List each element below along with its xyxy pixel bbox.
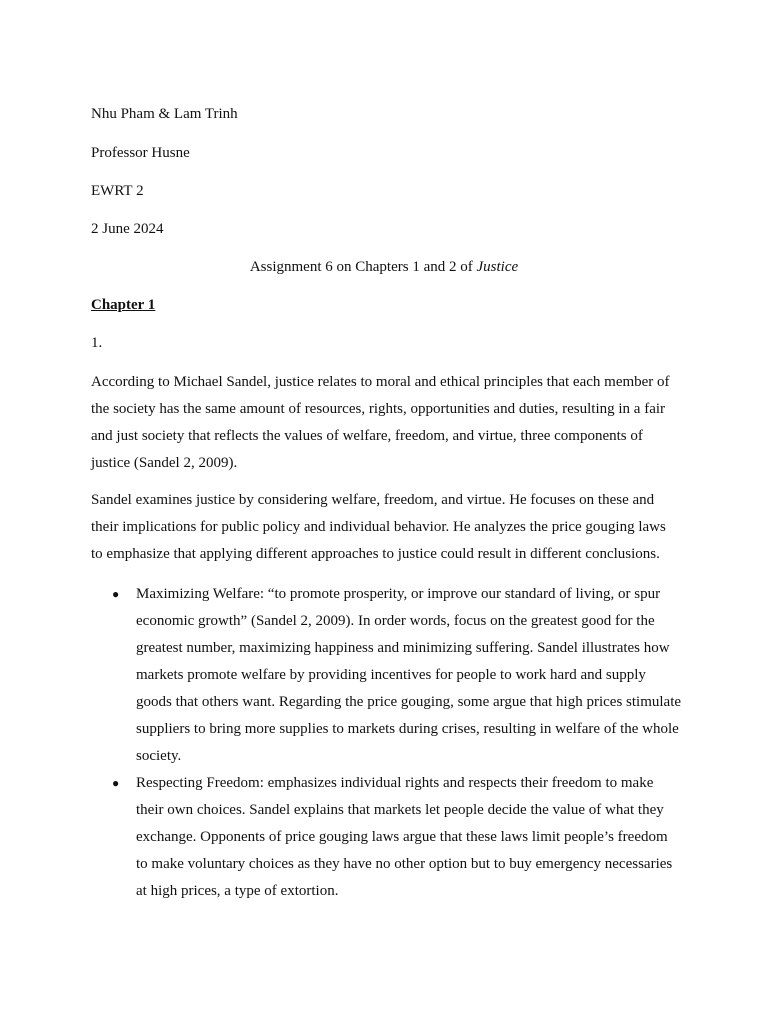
date-line: 2 June 2024 [91,221,164,237]
course-line: EWRT 2 [91,183,144,199]
paragraph-approaches: Sandel examines justice by considering welfare, freedom, and virtue. He focuses on these and their implications for public policy and individual behavior. He analyzes the price gouging laws to emphasize that applying different approaches to justice could result in different conclusions. [91,492,666,562]
question-number: 1. [91,335,103,351]
bullet-dot-icon: ● [112,587,120,601]
authors-line: Nhu Pham & Lam Trinh [91,106,238,122]
bullet-item-welfare [112,581,682,770]
professor-line: Professor Husne [91,145,190,161]
paragraph-definition: According to Michael Sandel, justice relates to moral and ethical principles that each member of the society has the same amount of resources, rights, opportunities and duties, resulting in a fair and just society that reflects the values of welfare, freedom, and virtue, three components of justice (Sandel 2, 2009). [91,374,670,471]
bullet-list [112,581,682,905]
title-prefix: Assignment 6 on Chapters 1 and 2 of [249,259,477,275]
document-title [0,257,768,277]
title-book: Justice [476,259,519,275]
bullet-text-freedom: Respecting Freedom: emphasizes individual rights and respects their freedom to make their own choices. Sandel explains that markets let people decide the value of what they exchange. Opponents of price gouging laws argue that these laws limit people’s freedom to make voluntary choices as they have no other option but to buy emergency necessaries at high prices, a type of extortion. [136,775,673,899]
chapter-heading: Chapter 1 [91,297,156,313]
bullet-dot-icon: ● [112,776,120,790]
bullet-item-freedom [112,770,682,905]
bullet-text-welfare: Maximizing Welfare: “to promote prosperity, or improve our standard of living, or spur economic growth” (Sandel 2, 2009). In order words, focus on the greatest good for the greatest number, maximizing happiness and minimizing suffering. Sandel illustrates how markets promote welfare by providing incentives for people to work hard and supply goods that others want. Regarding the price gouging, some argue that high prices stimulate suppliers to bring more supplies to markets during crises, resulting in welfare of the whole society. [136,586,682,764]
